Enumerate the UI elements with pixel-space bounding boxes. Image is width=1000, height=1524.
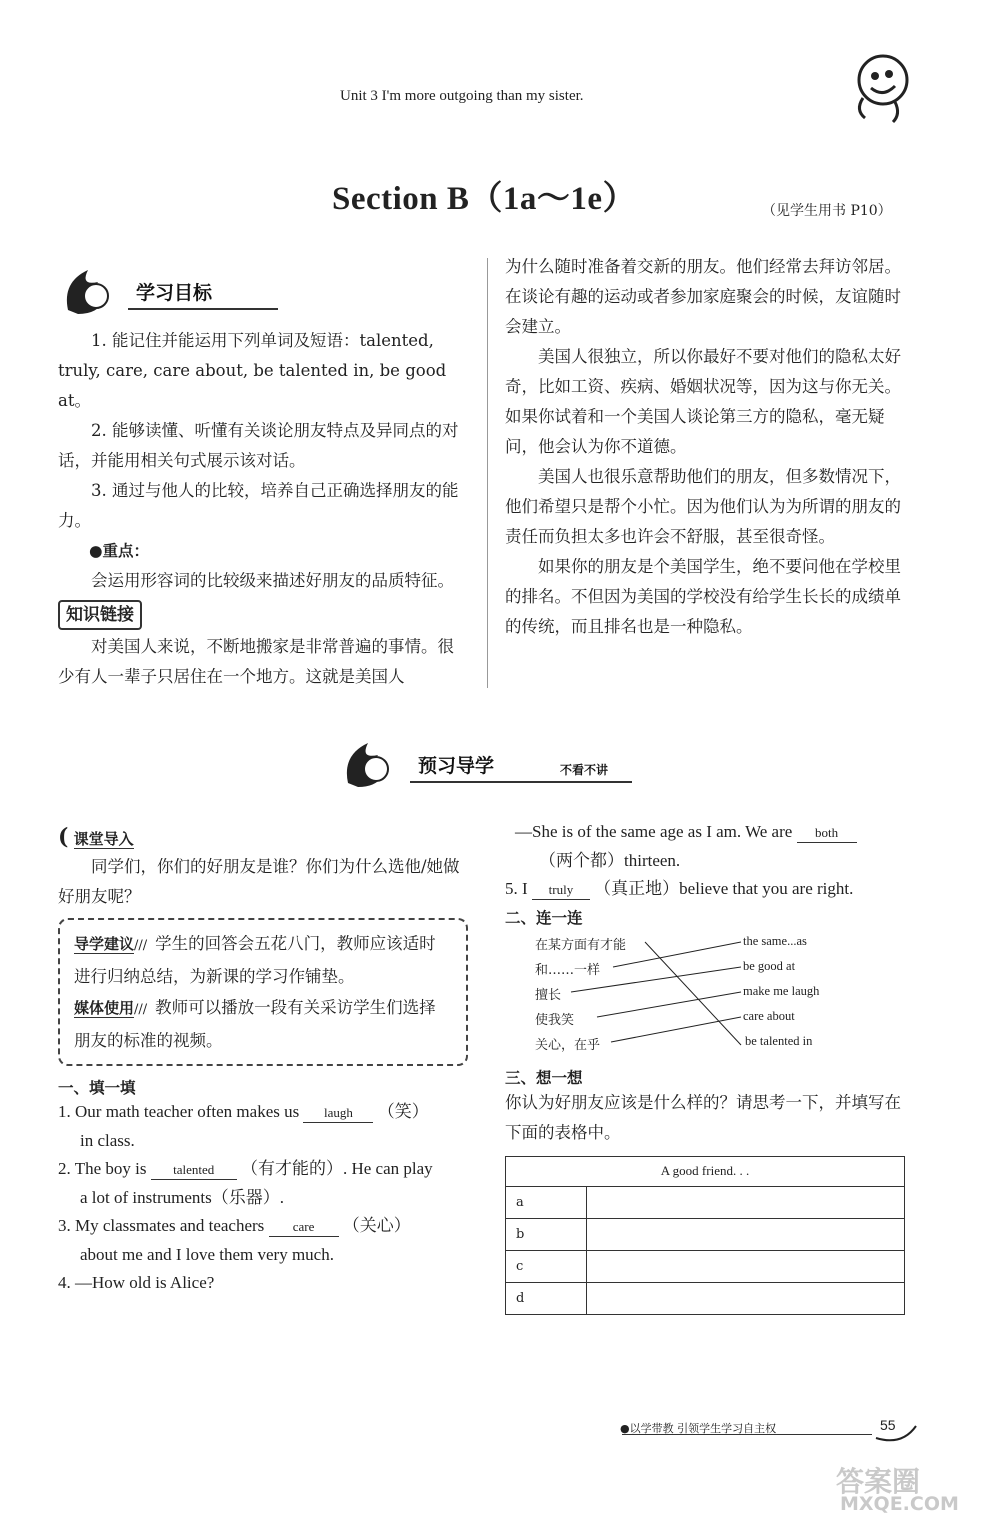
table-row: d bbox=[506, 1282, 905, 1314]
preview-banner bbox=[338, 735, 638, 781]
table-row: c bbox=[506, 1250, 905, 1282]
objective-3: 3. 通过与他人的比较，培养自己正确选择朋友的能力。 bbox=[58, 481, 459, 530]
column-divider bbox=[487, 258, 488, 688]
knowledge-link-label: 知识链接 bbox=[58, 600, 142, 630]
objectives-banner-title: 学习目标 bbox=[136, 282, 213, 304]
fill-questions: 1. Our math teacher often makes us laugh （笑） in class. 2. The boy is talented （有才能的）. He can play a lot of instruments（乐器）. 3. My classmates and teachers care （关心） about me and I love them very much. 4. —How old is Alice? bbox=[58, 1098, 468, 1298]
fill-question-1: 1. Our math teacher often makes us laugh （笑） bbox=[58, 1102, 429, 1121]
match-right-0: the same...as bbox=[743, 933, 807, 948]
preview-banner-subtitle: 不看不讲 bbox=[560, 763, 609, 777]
preview-banner-title: 预习导学 bbox=[418, 755, 495, 777]
watermark: 答案圈 bbox=[836, 1465, 921, 1498]
table-cell-d[interactable] bbox=[587, 1282, 905, 1314]
match-left-3: 使我笑 bbox=[535, 1012, 575, 1028]
key-point-label: ●重点： bbox=[89, 542, 150, 560]
table-row: b bbox=[506, 1218, 905, 1250]
match-right-1: be good at bbox=[743, 958, 796, 973]
objectives-section bbox=[58, 326, 468, 692]
table-cell-a[interactable] bbox=[587, 1186, 905, 1218]
intro-label: 课堂导入 bbox=[73, 830, 134, 848]
preview-left-column bbox=[58, 824, 468, 1298]
bracket-icon: ( bbox=[58, 824, 69, 850]
student-book-reference: （见学生用书 P10） bbox=[762, 203, 892, 219]
table-cell-c[interactable] bbox=[587, 1250, 905, 1282]
match-left-2: 擅长 bbox=[535, 987, 562, 1003]
preview-right-column: —She is of the same age as I am. We are both （两个都）thirteen. 5. I truly （真正地）believe that you are right. 二、连一连 在某方面有才能 和……一样 擅长 使我笑 关心，在乎 the same...as be good at make me laugh care about be talented in 三、想一想 你认为好朋友应该是什么样的？请思考一下，并填写在下面的表格中。 A good friend. . . a b c d bbox=[505, 818, 917, 1315]
teaching-tips-box: 导学建议/// 学生的回答会五花八门，教师应该适时进行归纳总结，为新课的学习作铺垫。 媒体使用/// 教师可以播放一段有关采访学生们选择朋友的标准的视频。 bbox=[58, 918, 468, 1066]
fill-answer-4[interactable]: both bbox=[797, 824, 857, 843]
think-heading: 三、想一想 bbox=[505, 1068, 583, 1087]
fill-heading: 一、填一填 bbox=[58, 1079, 136, 1097]
table-row: a bbox=[506, 1186, 905, 1218]
knowledge-paragraph-2: 美国人很独立，所以你最好不要对他们的隐私太好奇，比如工资、疾病、婚姻状况等，因为这与你无关。如果你试着和一个美国人谈论第三方的隐私，毫无疑问，他会认为你不道德。 bbox=[505, 347, 901, 456]
key-point-text: 会运用形容词的比较级来描述好朋友的品质特征。 bbox=[91, 571, 454, 590]
knowledge-paragraph-1: 对美国人来说，不断地搬家是非常普遍的事情。很少有人一辈子只居住在一个地方。这就是美国人 bbox=[58, 637, 454, 686]
match-right-2: make me laugh bbox=[743, 983, 820, 998]
fill-answer-3[interactable]: care bbox=[269, 1218, 339, 1237]
tip-media-label: 媒体使用 bbox=[74, 999, 135, 1017]
intro-text: 同学们，你们的好朋友是谁？你们为什么选他/她做好朋友呢？ bbox=[58, 857, 460, 906]
think-text: 你认为好朋友应该是什么样的？请思考一下，并填写在下面的表格中。 bbox=[505, 1092, 901, 1142]
knowledge-paragraph-4: 如果你的朋友是个美国学生，绝不要问他在学校里的排名。不但因为美国的学校没有给学生长长的成绩单的传统，而且排名也是一种隐私。 bbox=[505, 557, 901, 636]
footer-slogan: ●以学带教 引领学生学习自主权 bbox=[620, 1422, 777, 1435]
flame-swirl-icon bbox=[338, 735, 418, 791]
match-right-4: be talented in bbox=[745, 1033, 813, 1048]
fill-answer-5[interactable]: truly bbox=[532, 881, 590, 900]
objectives-banner bbox=[58, 262, 278, 308]
knowledge-paragraph-3: 美国人也很乐意帮助他们的朋友，但多数情况下，他们希望只是帮个小忙。因为他们认为为所谓的朋友的责任而负担太多也许会不舒服，甚至很奇怪。 bbox=[505, 467, 901, 546]
fill-question-4-cont: —She is of the same age as I am. We are both bbox=[505, 818, 917, 847]
flame-swirl-icon bbox=[58, 262, 138, 318]
objective-1: 1. 能记住并能运用下列单词及短语：talented, truly, care, care about, be talented in, be good at。 bbox=[58, 331, 447, 410]
match-left-4: 关心，在乎 bbox=[535, 1037, 601, 1053]
page-swirl-icon bbox=[872, 1406, 922, 1446]
tip-guidance-label: 导学建议 bbox=[74, 935, 135, 953]
tip-guidance-text: 学生的回答会五花八门，教师应该适时进行归纳总结，为新课的学习作铺垫。 bbox=[74, 934, 436, 986]
section-title: Section B（1a～1e） bbox=[332, 181, 637, 217]
fill-question-4: 4. —How old is Alice? bbox=[58, 1273, 215, 1292]
intro-heading bbox=[58, 824, 468, 850]
tip-media-text: 教师可以播放一段有关采访学生们选择朋友的标准的视频。 bbox=[74, 998, 436, 1050]
table-cell-b[interactable] bbox=[587, 1218, 905, 1250]
page-number: 55 bbox=[880, 1417, 896, 1433]
fill-question-5: 5. I truly （真正地）believe that you are right. bbox=[505, 879, 854, 898]
match-left-1: 和……一样 bbox=[535, 962, 601, 978]
table-header: A good friend. . . bbox=[506, 1156, 905, 1186]
match-area bbox=[505, 928, 917, 1058]
fill-question-2: 2. The boy is talented （有才能的）. He can play bbox=[58, 1159, 433, 1178]
fill-answer-1[interactable]: laugh bbox=[303, 1104, 373, 1123]
fill-answer-2[interactable]: talented bbox=[151, 1161, 237, 1180]
match-lines bbox=[505, 928, 917, 1058]
objective-2: 2. 能够读懂、听懂有关谈论朋友特点及异同点的对话，并能用相关句式展示该对话。 bbox=[58, 421, 459, 470]
unit-header: Unit 3 I'm more outgoing than my sister. bbox=[340, 88, 584, 104]
good-friend-table bbox=[505, 1156, 905, 1315]
watermark-url: MXQE.COM bbox=[840, 1493, 959, 1515]
match-right-3: care about bbox=[743, 1008, 795, 1023]
match-left-0: 在某方面有才能 bbox=[535, 937, 627, 953]
knowledge-section bbox=[505, 252, 915, 642]
match-heading: 二、连一连 bbox=[505, 908, 583, 927]
knowledge-paragraph-1-cont: 为什么随时准备着交新的朋友。他们经常去拜访邻居。在谈论有趣的运动或者参加家庭聚会的时候，友谊随时会建立。 bbox=[505, 257, 901, 336]
mascot-icon bbox=[845, 48, 915, 128]
fill-question-3: 3. My classmates and teachers care （关心） bbox=[58, 1216, 411, 1235]
